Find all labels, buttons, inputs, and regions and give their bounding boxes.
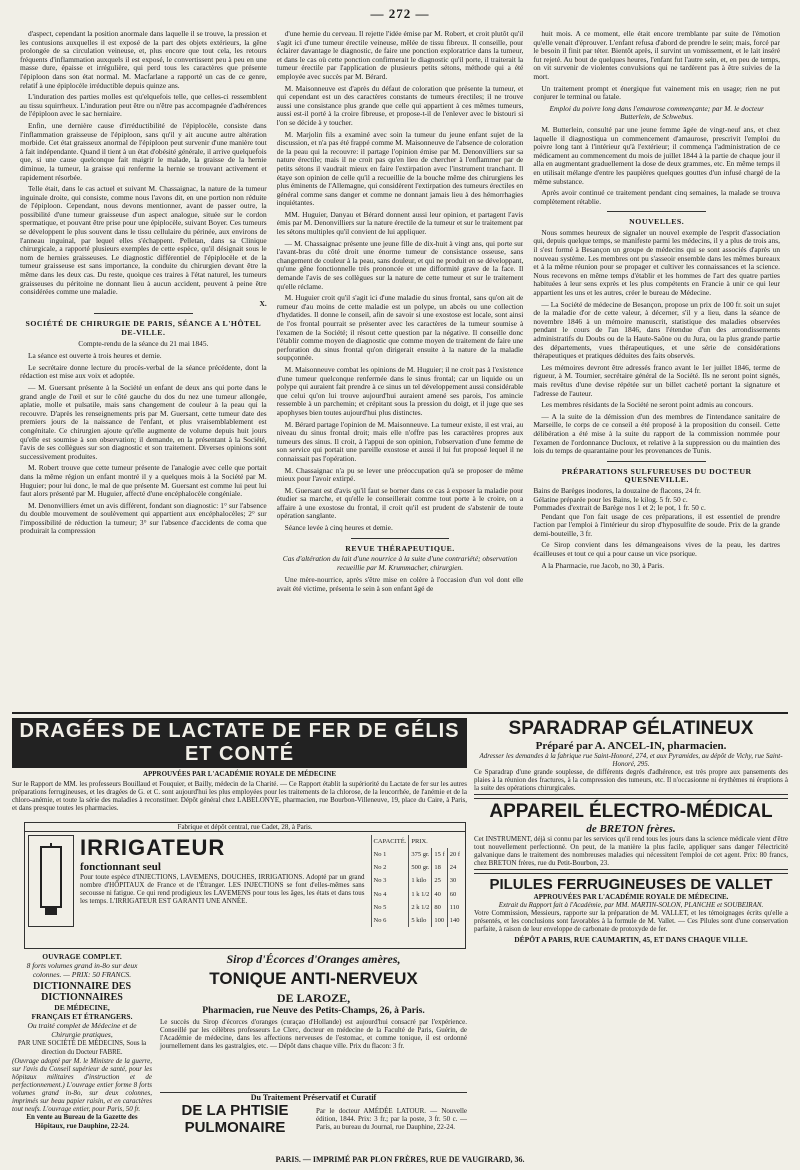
ad-dragees (12, 718, 467, 818)
ad-text: Le succès du Sirop d'écorces d'oranges (curaçao d'Hollande) est aujourd'hui consacré par l'expérience. Conseillé par les célèbres professeurs Le Clerc, docteur en médecine de la Faculté de Paris, Guérin, de l'Académie de médecine, dans les affections nerveuses de l'estomac, et comme tonique, il est ordonné journellement dans les gastralgies, etc. — Dépôt dans chaque ville. Prix du flacon: 3 fr. (160, 1018, 467, 1050)
ad-title: OUVRAGE COMPLET. (42, 952, 122, 961)
ad-title: APPAREIL ÉLECTRO-MÉDICAL (489, 801, 773, 822)
paragraph: A la Pharmacie, rue Jacob, no 30, à Paris. (541, 560, 665, 570)
paragraph: M. Butterlein, consulté par une jeune femme âgée de vingt-neuf ans, et chez laquelle il diagnostiqua un commencement d'amaurose, prescrivit l'emploi du poivre long tant à l'intérieur qu'à l'extérieur; il commença l'administration de ce médicament au commencement du mois de juillet 1844 à la partie de chaque jour il alla en augmentant graduellement la dose de deux grammes, etc. En même temps il en utilisait mélange d'entre les paupières quelques gouttes d'un infusé chargé de la même substance. (533, 124, 781, 186)
paragraph: Une mère-nourrice, après s'être mise en colère à l'occasion d'un vol dont elle avait été victime, présenta le sein à son enfant âgé de (276, 575, 524, 594)
table-row: No 3 1 kilo 25 30 (371, 874, 462, 887)
article-columns (20, 30, 780, 710)
paragraph: M. Huguier croit qu'il s'agit ici d'une maladie du sinus frontal, sans qu'on ait de rumeur d'au moins de cette maladie est un polype, un abcès ou une collection d'hydatides. Il donne le conseil, afin de savoir si une exostose est locale, sont ainsi de l'os frontal pourrait se présenter avec les caractères de la tumeur soumise à l'examen de la Société; il résout cette question par la négative. Il conseille donc l'établir comme moyen de diagnostic que comme moyen de traitement de faire une perforation du sinus frontal qu'on dirigerait ensuite à la nature de la maladie soupçonnée. (276, 293, 524, 363)
column-1 (20, 30, 267, 710)
paragraph: M. Maisonneuve combat les opinions de M. Huguier; il ne croit pas à l'existence d'une tumeur quelconque renfermée dans le sinus frontal; car un liquide ou un polype qui auraient fait prendre à ce sinus un tel développement aussi considérable que celui qu'on lui trouve aujourd'hui auraient amené ses parois, l'os amincie ressemble à un parchemin; et crépitant sous la pression du doigt, et il juge que ses apophyses bien toutes aujourd'hui plus distinctes. (276, 364, 524, 417)
ad-headline: TONIQUE ANTI-NERVEUX (209, 969, 418, 988)
paragraph: Pendant que l'on fait usage de ces préparations, il est essentiel de prendre l'action par l'emploi à l'intérieur du sirop d'hyposulfite de soude. Prix de la grande demi-bouteille, 3 fr. (533, 511, 781, 538)
divider (607, 461, 706, 462)
section-subtitle: Cas d'altération du lait d'une nourrice à la suite d'une contrariété; observation recueillie par M. Krummacher, chirurgien. (282, 554, 518, 572)
paragraph: Séance levée à cinq heures et demie. (284, 523, 393, 533)
paragraph: d'aspect, cependant la position anormale dans laquelle il se trouve, la pression et les contusions auxquelles il est exposé de la part des objets extérieurs, la gêne prolongée de sa circulation veineuse, et, plus encore que tout cela, les retours fréquents d'inflammation auxquels il est exposé, le convertissent peu à peu en une masse dure, épaisse et irrégulière, qui perd tous les caractères que présente l'épiploon dans son état normal. M. Macfarlane a rapporté un cas de ce genre, relatif à une épiplocèle irréductible depuis quinze ans. (20, 30, 267, 90)
signature: X. (259, 298, 267, 308)
table-header: CAPACITÉ. (371, 835, 409, 848)
ad-banner: DRAGÉES DE LACTATE DE FER DE GÉLIS ET CONTÉ (12, 718, 467, 768)
paragraph: Enfin, une dernière cause d'irréductibilité de l'épiplocèle, consiste dans l'inflammation graisseuse de l'épiploon, sans qu'il y ait aucune autre altération morbide. Cet état graisseux anormal de l'épiploon peut survenir d'une manière tout à fait indépendante. Quand il tient à un état d'obésité générale, il arrive quelquefois que, si une cause quelconque fait maigrir le malade, la graisse de la hernie diminue, la tumeur, la graisse qui renferme la hernie se trouvant activement et rapidement résorbée. (20, 120, 267, 182)
table-row: No 4 1 k 1/2 40 60 (371, 888, 462, 901)
ad-text: Cet INSTRUMENT, déjà si connu par les services qu'il rend tous les jours dans la science médicale vient d'être tout nouvellement perfectionné. On peut, de la manière la plus facile, appliquer sans danger l'électricité galvanique dans le traitement des nombreuses maladies qui nécessitent l'emploi de cet agent. Prix: 80 francs, chez BRETON frères, rue du Petit-Bourbon, 23. (474, 835, 788, 867)
section-subtitle: Compte-rendu de la séance du 21 mai 1845. (78, 338, 209, 348)
table-row: No 5 2 k 1/2 80 110 (371, 901, 462, 914)
paragraph: Les mémoires devront être adressés franco avant le 1er juillet 1846, terme de rigueur, à M. Tournier, secrétaire général de la Société. Ils ne seront point signés, mais revêtus d'une devise répétée sur un billet cacheté portant la signature et l'adresse de l'auteur. (533, 362, 781, 398)
divider (607, 211, 706, 212)
ad-headline: FRANÇAIS ET ÉTRANGERS. (31, 1012, 133, 1021)
ad-subtitle: de BRETON frères. (586, 823, 676, 835)
ad-depot: DÉPÔT A PARIS, RUE CAUMARTIN, 45, ET DANS CHAQUE VILLE. (514, 935, 748, 944)
paragraph: — M. Guersant présente à la Société un enfant de deux ans qui porte dans le grand angle de l'œil et sur le côté gauche du dos du nez une tumeur allongée, aplatie, molle et pulsatile, mais sans changement de couleur à la peau qui la recouvre. D'après les renseignements pris par M. Guersant, cette tumeur date des premiers jours de la naissance de l'enfant, et plus vraisemblablement est congénitale. Ce chirurgien ajoute qu'elle augmente de volume depuis huit jours qu'elle est soumise à son observation; il demande, en la présentant à la Société, l'avis de ses collègues sur son diagnostic et son traitement. Diverses opinions sont successivement produites. (20, 382, 267, 461)
column-3 (533, 30, 780, 710)
paragraph: — A la suite de la démission d'un des membres de l'intendance sanitaire de Marseille, le corps de ce conseil a été proposé à la proposition du conseil. Cette délibération a été mise à la suite du rapport de la commission nommée pour l'examen de l'ordonnance Ducloux, et relative à la suppression ou du maintien des lois du temps de quarantaine pour les provenances de Tunis. (533, 411, 781, 456)
ad-footer: En vente au Bureau de la Gazette des Hôpitaux, rue Dauphine, 22-24. (26, 1113, 138, 1130)
column-2 (277, 30, 524, 710)
ad-text: Par le docteur AMÉDÉE LATOUR. — Nouvelle édition, 1844. Prix: 3 fr.; par la poste, 3 fr. 50 c. — Paris, au bureau du Journal, rue Dauphine, 22-24. (316, 1107, 467, 1131)
paragraph: — La Société de médecine de Besançon, propose un prix de 100 fr. soit un sujet de la maladie d'or de cette valeur, à décerner, s'il y a lieu, dans la séance de novembre 1846 à un mémoire manuscrit, statistique des maladies observées pendant le cours de l'an 1846, dans l'étendue d'un des arrondissements administratifs du Doubs ou de la Haute-Saône ou du Jura, ou la plus grande partie des départements, vues thérapeutiques, et une série de considérations thérapeutiques et pratiques déduites des faits observés. (533, 299, 781, 361)
table-row: No 1 375 gr. 15 f 20 f (371, 848, 462, 861)
table-header: PRIX. (409, 835, 462, 848)
paragraph: Le secrétaire donne lecture du procès-verbal de la séance précédente, dont la rédaction est mise aux voix et adoptée. (20, 362, 267, 381)
paragraph: huit mois. A ce moment, elle était encore tremblante par suite de l'émotion qu'elle venait d'éprouver. L'enfant refusa d'abord de prendre le sein; mais, forcé par le besoin il finit par téter. Bientôt après, il survint un vomissement, et le lait inséré fut rejeté. Au bout de quelques heures, l'enfant fut l'autre sein, et, en peu de temps, on vit survenir de violentes convulsions qui ne tardèrent pas à être suivies de la mort. (533, 30, 781, 81)
ads-right-column (474, 718, 788, 1143)
divider (351, 538, 450, 539)
ad-text: (Ouvrage adopté par M. le Ministre de la guerre, sur l'avis du Conseil supérieur de santé, pour les hôpitaux militaires d'instruction et de perfectionnement.) L'ouvrage entier forme 8 forts volumes grand in-8o, sur deux colonnes, imprimés sur beau papier raisin, et en caractères tout neufs. L'ouvrage entier, pour Paris, 50 fr. (12, 1057, 152, 1113)
paragraph: M. Maisonneuve est d'après du défaut de coloration que présente la tumeur, et qui cependant est un des caractères constants de tumeurs érectiles; il ne trouve aussi une consistance plus grande que celle qui appartient à ces mêmes tumeurs, aussi est-il porté à la croire fibreuse, et propose-t-il de l'enlever avec le bistouri si l'on se décide à y toucher. (276, 83, 524, 127)
ad-author: PAR UNE SOCIÉTÉ DE MÉDECINS, Sous la direction du Docteur FABRE. (17, 1040, 147, 1056)
paragraph: M. Bérard partage l'opinion de M. Maisonneuve. La tumeur existe, il est vrai, au niveau du sinus frontal droit; mais elle n'offre pas les caractères propres aux tumeurs des sinus. Il croit, à l'appui de son opinion, l'observation d'une femme de son service qui portait une pareille exostose et aussi il lui fut proposé lequel il ne connaissait pas l'opération. (276, 419, 524, 463)
ad-ouvrage (12, 952, 152, 1144)
ad-subtitle: Préparé par A. ANCEL-IN, pharmacien. (535, 740, 727, 752)
paragraph: — M. Chassaignac présente une jeune fille de dix-huit à vingt ans, qui porte sur l'avant-bras du côté droit une énorme tumeur de consistance osseuse, sans changement de couleur à la peau, sans douleur, et qui ne produit en se développant, qu'une gêne fonctionnelle très prononcée et une difformité grave de la face. Il demande l'avis de ses collègues sur la nature de cette tumeur et sur le traitement qu'elle réclame. (276, 238, 524, 291)
ad-title: DE LA PHTISIE PULMONAIRE (181, 1102, 289, 1136)
advertisements (12, 712, 788, 1144)
irrigator-illustration (28, 835, 74, 927)
section-title: PRÉPARATIONS SULFUREUSES DU DOCTEUR QUESNEVILLE. (561, 466, 752, 485)
paragraph: M. Guersant est d'avis qu'il faut se borner dans ce cas à exposer la maladie pour étudier sa marche, et qu'elle le conseillerait comme tout porte à le croire, on a affaire à une exostose du frontal, il croit qu'il est prudent de s'abstenir de toute opération sanglante. (276, 485, 524, 521)
section-title: NOUVELLES. (629, 217, 685, 227)
paragraph: M. Robert trouve que cette tumeur présente de l'analogie avec celle que portait dans la même région un enfant montré il y a quelques mois à la Société par M. Huguier; pour lui donc, le mal de que présente M. Guersant est comme lui peut lui faut alors présenté par M. Huguier, affecté d'une encéphalocèle congéniale. (20, 463, 267, 499)
ad-headline: DICTIONNAIRE DES DICTIONNAIRES (32, 981, 132, 1003)
ad-headline: DE MÉDECINE, (54, 1003, 110, 1012)
ad-irrigateur (24, 822, 466, 949)
ad-title: IRRIGATEUR (80, 835, 226, 860)
paragraph: MM. Huguier, Danyau et Bérard donnent aussi leur opinion, et partagent l'avis émis par M. Denonvilliers sur la nature érectile de la tumeur et sur le traitement par les sétons multiples qu'il convient de lui appliquer. (276, 209, 524, 237)
divider (94, 313, 193, 314)
section-subtitle: Emploi du poivre long dans l'emaurose commençante; par M. le docteur Butterlein, de Schwebus. (549, 103, 764, 122)
table-row: No 6 5 kilo 100 140 (371, 914, 462, 927)
paragraph: M. Marjolin fils a examiné avec soin la tumeur du jeune enfant sujet de la discussion, et n'a pas été frappé comme M. Maisonneuve de l'absence de coloration de la peau qui la recouvre: il partage l'opinion émise par M. Denonvilliers sur sa nature érectile; mais il ne croit pas qu'en lieu de chercher à l'enflammer par de petits sétons il vaudrait mieux en faire l'extirpation avec l'instrument tranchant. Il étaye son opinion de celle qu'il a recueillie de la bouche même des chirurgiens les plus éminents de l'Allemagne, qui considèrent l'extirpation des tumeurs érectiles en général comme sans danger et comme ne donnant jamais lieu à des hémorrhagies inquiétantes. (276, 129, 524, 208)
ad-text: Ce Sparadrap d'une grande souplesse, de différents degrés d'adhérence, est très propre aux pansements des plaies à la réunion des fractures, à la compression des tumeurs, etc. Il n'occasionne ni érythèmes ni éruptions à la suite des opérations chirurgicales. (474, 768, 788, 792)
paragraph: La séance est ouverte à trois heures et demie. (28, 351, 162, 361)
ad-subtitle: fonctionnant seul (80, 861, 161, 873)
ad-address: Pharmacien, rue Neuve des Petits-Champs, 26, à Paris. (202, 1006, 425, 1016)
ad-title: SPARADRAP GÉLATINEUX (508, 718, 754, 739)
price-line: Bains de Barèges inodores, la douzaine de flacons, 24 fr. (533, 485, 701, 495)
paragraph: Nous sommes heureux de signaler un nouvel exemple de l'esprit d'association qui, depuis quelque temps, se manifeste parmi les médecins, il y a plus de trois ans, il s'est formé à Besançon un groupe de médecins qui se sont associés d'après un nouveau système. Les membres ont pu s'asseoir ensemble dans les mêmes bureaux et à la même réunion pour se propager et cultiver les connaissances et la science. Nous recevons en même temps d'établir et les hommes de l'art des quatre parties habituées à leur sens exprès et les plus compétents en Francie à unir ce qui leur appartient les uns et les autres, créer le bureau de Médecine. (533, 227, 781, 298)
ad-text: Votre Commission, Messieurs, rapporte sur la préparation de M. VALLET, et les témoignages écrits qu'elle a présentés, et les conclusions sont favorables à la formule de M. Vallet. — Ces Pilules sont d'une conservation parfaite, à raison de leur enveloppe de carbonate de protoxyde de fer. (474, 909, 788, 933)
paragraph: Après avoir continué ce traitement pendant cinq semaines, la malade se trouva complètement rétablie. (533, 188, 781, 206)
ad-subtitle: 8 forts volumes grand in-8o sur deux colonnes. — PRIX: 50 FRANCS. (26, 961, 138, 979)
ad-subtitle: DE LAROZE, (276, 991, 351, 1005)
page-number: — 272 — (370, 6, 430, 21)
ad-address: Adresser les demandes à la fabrique rue Saint-Honoré, 274, et aux Pyramides, au dépôt de Vichy, rue Saint-Honoré, 295. (479, 752, 783, 768)
table-row: No 2 500 gr. 18 24 (371, 861, 462, 874)
section-title: REVUE THÉRAPEUTIQUE. (345, 543, 455, 553)
ad-approval: APPROUVÉES PAR L'ACADÉMIE ROYALE DE MÉDECINE (142, 770, 337, 778)
ad-subtitle: Du Traitement Préservatif et Curatif (250, 1093, 377, 1102)
ad-top-line: Fabrique et dépôt central, rue Cadet, 28, à Paris. (25, 823, 465, 832)
paragraph: L'induration des parties molles est qu'elquefois telle, que celles-ci ressemblent au tissu squirrheux. L'induration peut être ou n'être pas accompagnée d'adhérences de l'épiploon avec le sac herniaire. (20, 92, 267, 119)
ad-text: Pour toute espèce d'INJECTIONS, LAVEMENS, DOUCHES, IRRIGATIONS. Adopté par un grand nombre d'HÔPITAUX de France et de l'Étranger. LES INJECTIONS se font d'elles-mêmes sans secousse ni fatigue. Ce qui rend prodigieux les LAVEMENS pour tous les âges, les états et dans tous les temps. L'IRRIGATEUR EST GARANTI UNE ANNÉE. (80, 873, 365, 905)
paragraph: M. Chassaignac n'a pu se lever une préoccupation qu'à se proposer de même mieux pour l'avoir extirpé. (276, 465, 524, 484)
paragraph: Telle était, dans le cas actuel et suivant M. Chassaignac, la nature de la tumeur inguinale droite, qui consiste, comme nous l'avons dit, en une portion non réduite de l'épiploon. Cependant, nous devons mentionner, avant de passer outre, la possibilité d'une tumeur graisseuse d'un aspect analogue, située sur le cordon spermatique, et pouvant être prise pour une épiplocèle, suivant Boyer. Ces tumeurs se développent le plus souvent dans le tissu cellulaire du périnée, aux environs de l'anneau inguinal, par lequel elles s'échappent. Pelletan, dans sa Clinique chirurgicale, a rapporté plusieurs exemples de cette espèce, qu'il désignait sous le nom de hernies graisseuses. Le diagnostic différentiel de l'épiplocèle et de la tumeur graisseuse est sans importance, la conduite du chirurgien devant être la même dans les deux cas. Du reste, quoique ces traires à l'état naturel, les tumeurs graisseuses du péritoine ne donnant lieu à aucun accident, peuvent à peine être considérées comme une maladie. (20, 184, 267, 297)
paragraph: Ce Sirop convient dans les démangeaisons vives de la peau, les dartres écailleuses et tout ce qui a pour cause un vice psorique. (533, 540, 781, 559)
ad-approval: APPROUVÉES PAR L'ACADÉMIE ROYALE DE MÉDECINE. (533, 893, 729, 901)
price-line: Gélatine préparée pour les Bains, le kilog. 5 fr. 50 c. (533, 494, 688, 504)
ad-title: PILULES FERRUGINEUSES DE VALLET (489, 876, 773, 893)
paragraph: M. Denonvilliers émet un avis différent, fondant son diagnostic: 1° sur l'absence du double mouvement de soulèvement qui appartient aux encéphalocèles; 2° sur l'impossibilité de réduction la tumeur; 3° sur l'absence d'accidents de coma que produirait la compression (20, 500, 267, 536)
ad-text: Sur le Rapport de MM. les professeurs Bouillaud et Fouquier, et Bailly, médecin de la Charité. — Ce Rapport établit la supériorité du Lactate de fer sur les autres préparations ferrugineuses, et les dragées de G. et C. sont aujourd'hui les plus employées pour les traitements de la chlorose, de la leucorrhée, de l'anémie et de la chloro-anémie, et toute la série des maladies à reconstituer. Dépôt général chez LABELONYE, pharmacien, rue Bourbon-Villeneuve, 19, place du Caire, à Paris, et dans presque toutes les pharmacies. (12, 780, 467, 812)
ad-sirop (160, 952, 467, 1087)
price-table (371, 835, 462, 927)
divider (474, 869, 788, 874)
paragraph: d'une hernie du cerveau. Il rejette l'idée émise par M. Robert, et croit plutôt qu'il s'agit ici d'une tumeur érectile veineuse, mêlée de tissu fibreux. Il conseille, pour éclairer davantage le diagnostic, de faire une ponction exploratrice dans la tumeur, et dans le cas où cette ponction confirmerait le diagnostic qu'il porte, il traiterait la tumeur érectile par l'application de plusieurs petits sétons, méthode qui a été employée avec succès par M. Bérard. (276, 30, 524, 81)
section-title: SOCIÉTÉ DE CHIRURGIE DE PARIS, SÉANCE A L'HÔTEL DE-VILLE. (25, 319, 262, 337)
ad-phtisie (160, 1092, 467, 1143)
divider (474, 794, 788, 799)
paragraph: Un traitement prompt et énergique fut vainement mis en usage; rien ne put conjurer le terminal ou fatale. (533, 83, 781, 102)
price-line: Pommades d'extrait de Barège nos 1 et 2; le pot, 1 fr. 50 c. (533, 503, 706, 513)
ad-subtitle: Extrait du Rapport fait à l'Académie, par MM. MARTIN-SOLON, PLANCHE et SOUBEIRAN. (498, 901, 764, 909)
paragraph: Les membres résidants de la Société ne seront point admis au concours. (541, 400, 754, 410)
ad-title: Sirop d'Écorces d'Oranges amères, (226, 952, 401, 966)
ad-subtitle: Ou traité complet de Médecine et de Chirurgie pratiques, (27, 1021, 137, 1039)
printer-footer: PARIS. — IMPRIMÉ PAR PLON FRÈRES, RUE DE VAUGIRARD, 36. (275, 1155, 525, 1164)
